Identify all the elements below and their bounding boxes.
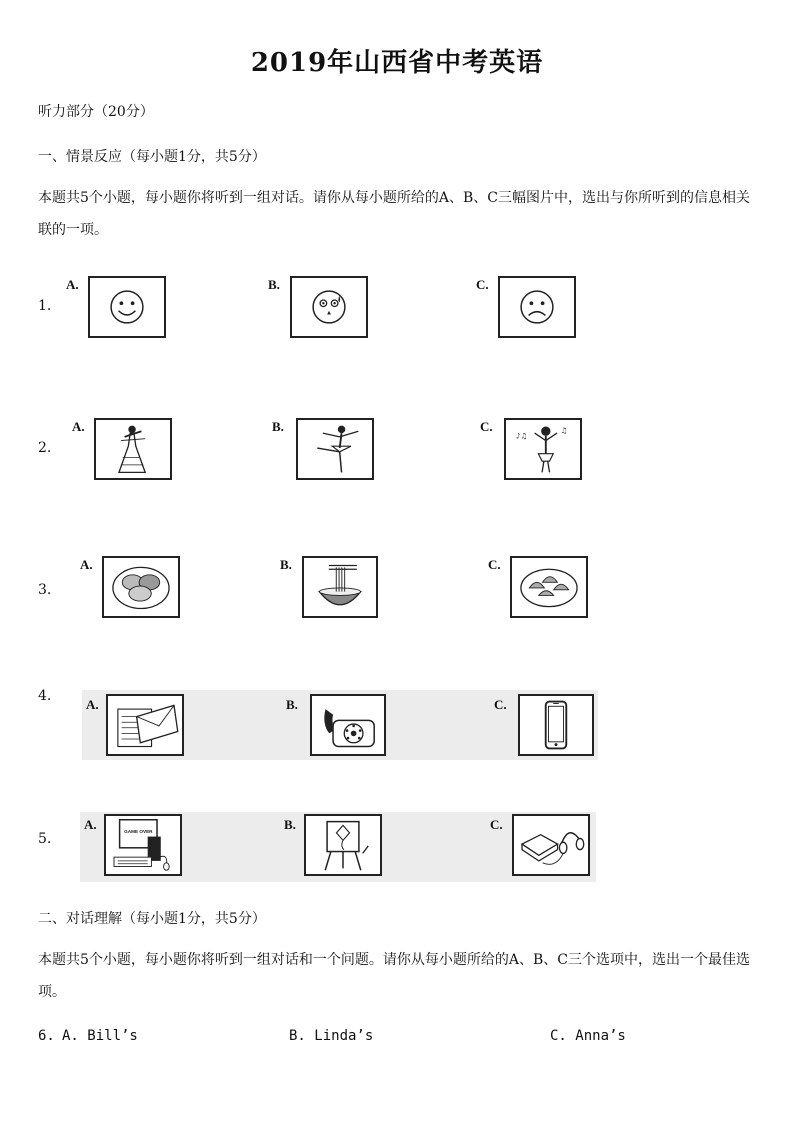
noodles-bowl-icon[interactable] bbox=[302, 556, 378, 618]
computer-game-icon[interactable] bbox=[104, 814, 182, 876]
worried-face-icon[interactable] bbox=[290, 276, 368, 338]
ballet-dancer-icon[interactable] bbox=[296, 418, 374, 480]
painting-easel-icon[interactable] bbox=[304, 814, 382, 876]
svg-text:♫: ♫ bbox=[560, 426, 568, 436]
option-label: A. bbox=[72, 419, 85, 434]
rotary-telephone-icon[interactable] bbox=[310, 694, 386, 756]
singing-girl-icon[interactable] bbox=[504, 418, 582, 480]
question-number: 6. bbox=[38, 1028, 55, 1044]
mobile-phone-icon[interactable] bbox=[518, 694, 594, 756]
mooncakes-plate-icon[interactable] bbox=[102, 556, 180, 618]
listening-header: 听力部分（20分） bbox=[38, 104, 154, 120]
question-number: 1. bbox=[38, 298, 52, 314]
question-number: 4. bbox=[38, 688, 52, 704]
section1-heading: 一、情景反应（每小题1分，共5分） bbox=[38, 149, 266, 165]
section2-heading: 二、对话理解（每小题1分，共5分） bbox=[38, 911, 266, 927]
section1-instruction: 本题共5个小题，每小题你将听到一组对话。请你从每小题所给的A、B、C三幅图片中，选出与你所听到的信息相关联的一项。 bbox=[38, 190, 751, 238]
game-over-screen-text: GAME OVER bbox=[124, 828, 153, 834]
option-label: B. bbox=[272, 419, 284, 434]
question6-option-c[interactable]: C. Anna’s bbox=[550, 1028, 626, 1044]
book-headphones-icon[interactable] bbox=[512, 814, 590, 876]
dumplings-plate-icon[interactable] bbox=[510, 556, 588, 618]
question-number: 3. bbox=[38, 582, 52, 598]
option-label: A. bbox=[80, 557, 93, 572]
option-label: B. bbox=[280, 557, 292, 572]
option-label: B. bbox=[286, 697, 298, 712]
option-label: C. bbox=[480, 419, 493, 434]
question6-option-b[interactable]: B. Linda’s bbox=[289, 1028, 374, 1044]
question-number: 5. bbox=[38, 831, 52, 847]
section2-instruction: 本题共5个小题，每小题你将听到一组对话和一个问题。请你从每小题所给的A、B、C三个选项中，选出一个最佳选项。 bbox=[38, 952, 751, 1000]
option-label: A. bbox=[86, 697, 99, 712]
option-label: B. bbox=[268, 277, 280, 292]
page-title: 2019年山西省中考英语 bbox=[250, 48, 544, 78]
smiley-face-icon[interactable] bbox=[88, 276, 166, 338]
sad-face-icon[interactable] bbox=[498, 276, 576, 338]
letter-envelope-icon[interactable] bbox=[106, 694, 184, 756]
option-label: C. bbox=[490, 817, 503, 832]
option-label: A. bbox=[84, 817, 97, 832]
svg-text:♪♫: ♪♫ bbox=[515, 431, 528, 441]
option-label: C. bbox=[494, 697, 507, 712]
option-label: B. bbox=[284, 817, 296, 832]
option-label: A. bbox=[66, 277, 79, 292]
violinist-icon[interactable] bbox=[94, 418, 172, 480]
question-number: 2. bbox=[38, 440, 52, 456]
question6-option-a[interactable]: A. Bill’s bbox=[62, 1028, 138, 1044]
option-label: C. bbox=[476, 277, 489, 292]
option-label: C. bbox=[488, 557, 501, 572]
